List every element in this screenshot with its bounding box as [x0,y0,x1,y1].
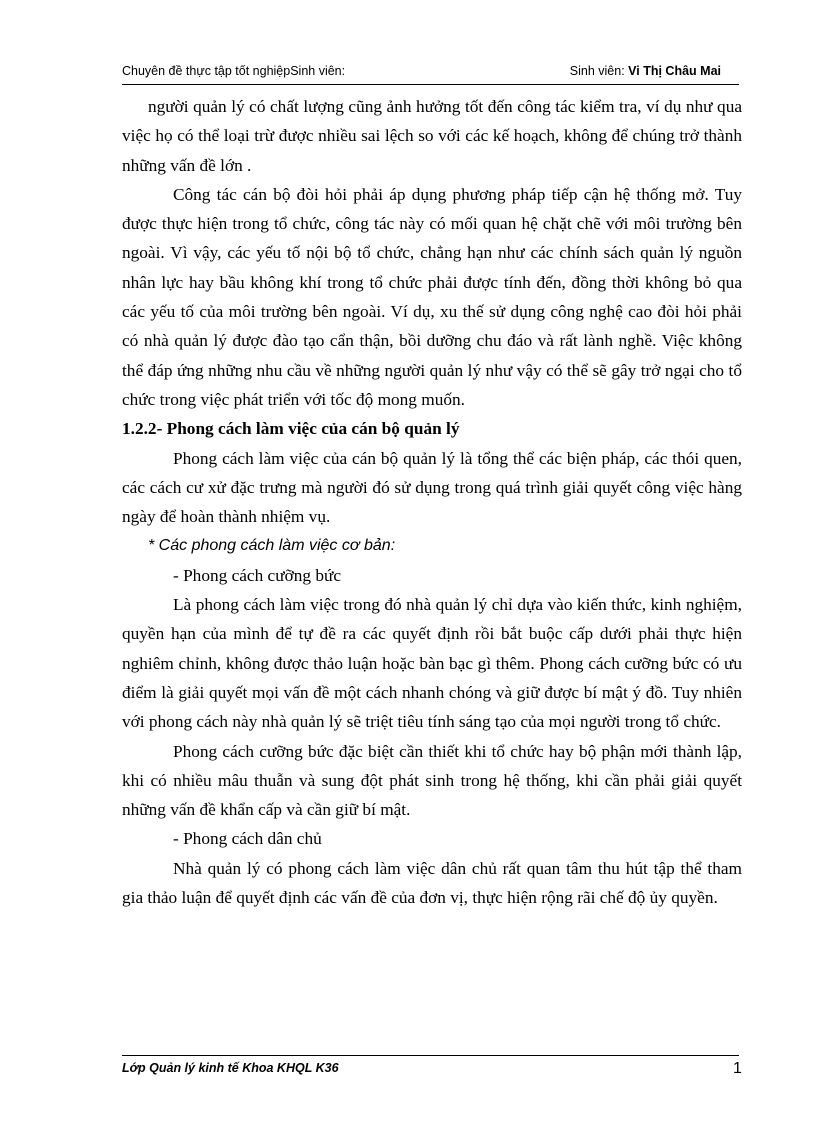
paragraph: Phong cách cưỡng bức đặc biệt cần thiết khi tổ chức hay bộ phận mới thành lập, khi có nhiều mâu thuẫn và sung đột phát sinh trong hệ thống, khi cần phải giải quyết những vấn đề khẩn cấp và cần giữ bí mật. [122,741,742,820]
subheading: * Các phong cách làm việc cơ bản: [148,537,396,555]
footer-divider [122,1055,739,1056]
paragraph: Công tác cán bộ đòi hỏi phải áp dụng phương pháp tiếp cận hệ thống mở. Tuy được thực hiện trong tổ chức, công tác này có mối quan hệ chặt chẽ với môi trường bên ngoài. Vì vậy, các yếu tố nội bộ tổ chức, chẳng hạn như các chính sách quản lý nguồn nhân lực hay bầu không khí trong tổ chức phải được tính đến, đồng thời không bỏ qua các yếu tố của môi trường bên ngoài. Ví dụ, xu thế sử dụng công nghệ cao đòi hỏi phải có nhà quản lý được đào tạo cẩn thận, bồi dưỡng chu đáo và rất lành nghề. Việc không thể đáp ứng những nhu cầu về những người quản lý như vậy có thể sẽ gây trở ngại cho tổ chức trong việc phát triển với tốc độ mong muốn. [122,184,742,409]
paragraph: Nhà quản lý có phong cách làm việc dân chủ rất quan tâm thu hút tập thể tham gia thảo luận để quyết định các vấn đề của đơn vị, thực hiện rộng rãi chế độ ủy quyền. [122,858,742,908]
footer-text: Lớp Quản lý kinh tế Khoa KHQL K36 [122,1061,339,1075]
paragraph: người quản lý có chất lượng cũng ảnh hưởng tốt đến công tác kiểm tra, ví dụ như qua việc họ có thể loại trừ được nhiều sai lệch so với các kế hoạch, không để chúng trở thành những vấn đề lớn . [122,97,742,175]
paragraph: Là phong cách làm việc trong đó nhà quản lý chỉ dựa vào kiến thức, kinh nghiệm, quyền hạn của mình để tự đề ra các quyết định rồi bắt buộc cấp dưới phải thực hiện nghiêm chỉnh, không được thảo luận hoặc bàn bạc gì thêm. Phong cách cưỡng bức có ưu điểm là giải quyết mọi vấn đề một cách nhanh chóng và giữ được bí mật ý đồ. Tuy nhiên với phong cách này nhà quản lý sẽ triệt tiêu tính sáng tạo của mọi người trong tổ chức. [122,595,742,732]
header-student-name: Vi Thị Châu Mai [628,64,721,78]
header-student-label: Sinh viên: [569,64,629,78]
list-item: - Phong cách cưỡng bức [173,565,341,585]
document-body [122,92,742,912]
page-header [122,62,739,85]
header-right-text [570,64,721,78]
header-left-text: Chuyên đề thực tập tốt nghiệpSinh viên: [122,64,346,78]
section-heading: 1.2.2- Phong cách làm việc của cán bộ quản lý [122,419,460,439]
paragraph: Phong cách làm việc của cán bộ quản lý là tổng thể các biện pháp, các thói quen, các cách cư xử đặc trưng mà người đó sử dụng trong quá trình giải quyết công việc hàng ngày để hoàn thành nhiệm vụ. [122,448,742,527]
page-number: 1 [733,1060,742,1077]
list-item: - Phong cách dân chủ [173,829,322,849]
